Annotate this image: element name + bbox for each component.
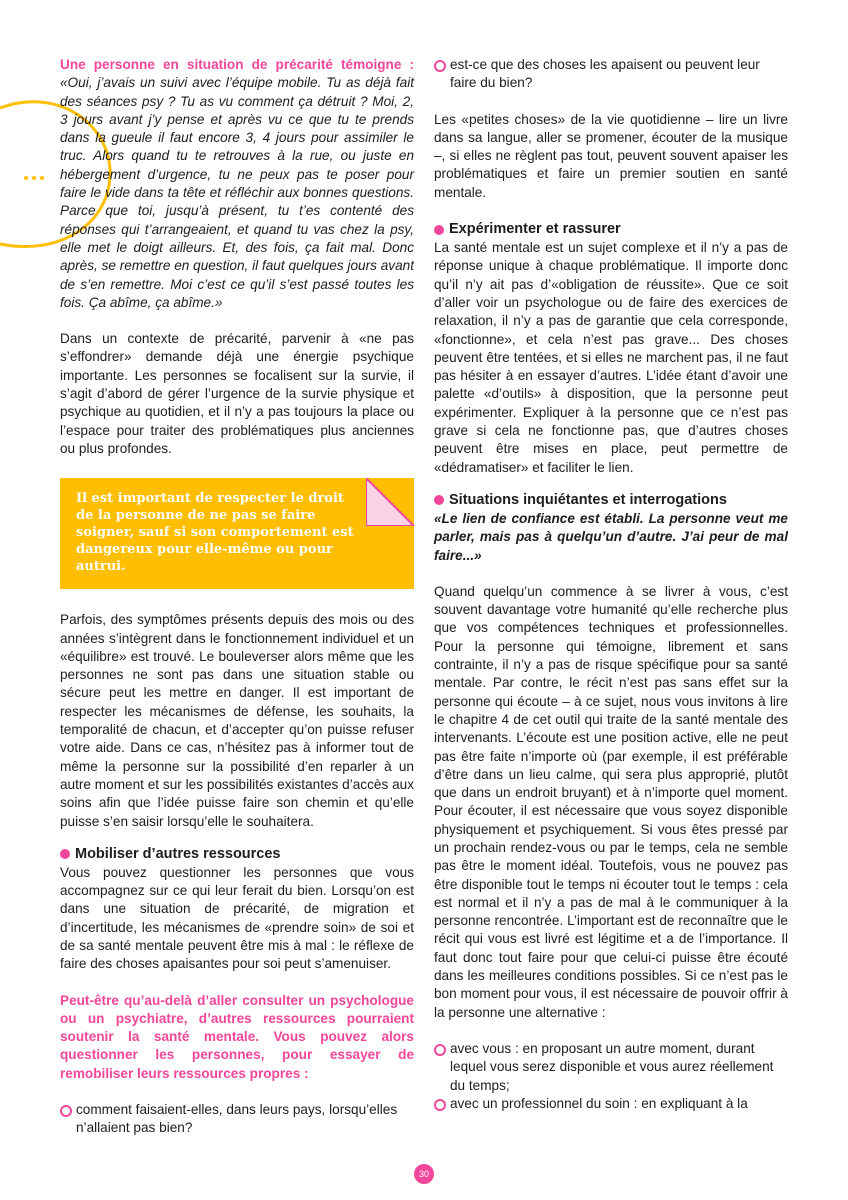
list-item <box>434 1095 788 1113</box>
heading-resources-label: Mobiliser d’autres ressources <box>75 845 281 862</box>
ring-bullet-icon <box>434 1044 446 1056</box>
heading-resources <box>60 845 414 864</box>
left-column <box>60 56 414 1138</box>
page-number: 30 <box>414 1164 434 1184</box>
list-item <box>60 1101 414 1138</box>
ring-bullet-icon <box>60 1105 72 1117</box>
heading-situations <box>434 491 788 510</box>
heading-situations-label: Situations inquiétantes et interrogations <box>449 491 727 508</box>
pink-dot-icon <box>434 225 444 235</box>
heading-experiment <box>434 220 788 239</box>
paragraph-precarity: Dans un contexte de précarité, parvenir à «ne pas s’effondrer» demande déjà une énergie psychique importante. Les personnes se focalisent sur la survie, il s’agit d’abord de gérer l’urgence de la survie physique et psychique au quotidien, et il n’y a pas toujours la place ou l’espace pour traiter des problématiques plus anciennes ou plus profondes. <box>60 331 414 456</box>
ring-bullet-icon <box>434 60 446 72</box>
testimony-text: «Oui, j’avais un suivi avec l’équipe mobile. Tu as déjà fait des séances psy ? Tu as vu comment ça détruit ? Moi, 2, 3 jours avant j’y pense et après vu ce que tu te prends dans la gueule il faut encore 3, 4 jours pour assimiler le truc. Alors quand tu te retrouves à la rue, ou juste en hébergement d’urgence, tu ne peux pas te poser pour faire le vide dans ta tête et réfléchir aux bonnes questions. Parce que toi, jusqu’à présent, tu t’es contenté des réponses qui t’arrangeaient, et quand tu vas chez la psy, elle met le doigt ailleurs. Et, des fois, ça fait mal. Donc après, se remettre en question, il faut quelques jours avant de s’en remettre. Moi c’est ce qu’il s’est passé toutes les fois. Ça abîme, ça abîme.» <box>60 75 414 310</box>
paragraph-small-things: Les «petites choses» de la vie quotidienne – lire un livre dans sa langue, aller se promener, écouter de la musique –, si elles ne règlent pas tout, peuvent souvent apaiser les problématiques et faire un premier soutien en santé mentale. <box>434 111 788 200</box>
paragraph-experiment: La santé mentale est un sujet complexe et il n’y a pas de réponse unique à chaque problématique. Il importe donc qu’il n’y ait pas d’«obligation de réussite». Que ce soit d’aller voir un psychologue ou de faire des exercices de relaxation, il n’y a pas de garantie que cela corresponde, «fonctionne», et cela n’est pas grave... Des choses peuvent être tentées, et si elles ne marchent pas, il ne faut pas hésiter à en essayer d’autres. L’idée étant d’avoir une palette «d’outils» à disposition, que la personne peut expérimenter. Expliquer à la personne que ce n’est pas grave si cela ne fonctionne pas, que d’autres choses peuvent être mises en place, peut permettre de «dédramatiser» et faciliter le lien. <box>434 240 788 475</box>
heading-experiment-label: Expérimenter et rassurer <box>449 221 621 238</box>
list-item-text: avec vous : en proposant un autre moment, durant lequel vous serez disponible et vous aurez réellement du temps; <box>450 1040 774 1093</box>
ring-bullet-icon <box>434 1099 446 1111</box>
list-item-text: comment faisaient-elles, dans leurs pays, lorsqu’elles n’allaient pas bien? <box>76 1102 398 1136</box>
testimony-quote <box>60 56 414 312</box>
callout-box <box>60 478 414 589</box>
paragraph-listening: Quand quelqu’un commence à se livrer à vous, c’est souvent davantage votre humanité qu’elle recherche plus que vos compétences techniques et professionnelles. Pour la personne qui témoigne, librement et sans contrainte, il n’y a pas de risque spécifique pour sa santé mentale. Par contre, le récit n’est pas sans effet sur la personne qui écoute – à ce sujet, nous vous invitons à lire le chapitre 4 de cet outil qui traite de la santé mentale des intervenants. L’écoute est une position active, elle ne peut pas être faite n’importe où (par exemple, il est préférable d’être dans un lieu calme, qui sera plus approprié, plutôt que dans un endroit bruyant) et à n’importe quel moment. Pour écouter, il est nécessaire que vous soyez disponible physiquement et psychiquement. Si vous êtes pressé par un prochain rendez-vous ou par le temps, cela ne semble pas être le moment idéal. Toutefois, vous ne pouvez pas être disponible tout le temps ni écouter tout le temps : cela est normal et il n’y a pas de mal à le communiquer à la personne rencontrée. L’important est de reconnaître que le récit qui vous est livré est légitime et a de l’importance. Il faut donc tout faire pour que celui-ci puisse être écouté dans les meilleures conditions possibles. Si ce n’est pas le bon moment pour vous, il est nécessaire de pouvoir offrir à la personne une alternative : <box>434 583 788 1020</box>
callout-text: Il est important de respecter le droit de la personne de ne pas se faire soigner, sauf si son comportement est dangereux pour elle-même ou pour autrui. <box>76 491 354 575</box>
list-item-text: est-ce que des choses les apaisent ou peuvent leur faire du bien? <box>450 57 760 91</box>
testimony-intro: Une personne en situation de précarité témoigne : <box>60 57 414 72</box>
list-item-text: avec un professionnel du soin : en expliquant à la <box>450 1095 748 1111</box>
paragraph-pink: Peut-être qu’au-delà d’aller consulter un psychologue ou un psychiatre, d’autres ressources pourraient soutenir la santé mentale. Vous pouvez alors questionner les personnes, pour essayer de remobiliser leurs ressources propres : <box>60 992 414 1081</box>
list-item <box>434 1040 788 1095</box>
right-column <box>434 56 788 1113</box>
pink-dot-icon <box>60 849 70 859</box>
list-item <box>434 56 788 93</box>
paragraph-symptoms: Parfois, des symptômes présents depuis des mois ou des années s’intègrent dans le fonctionnement individuel et un «équilibre» est trouvé. Le bouleverser alors même que les personnes ne sont pas dans une situation stable ou sécure peut les mettre en danger. Il est important de respecter les mécanismes de défense, les souhaits, la temporalité de chacun, et d’accepter qu’on puisse refuser votre aide. Dans ce cas, n’hésitez pas à informer tout de même la personne sur la possibilité d’en reparler à un autre moment et sur les possibilités existantes d’accès aux soins afin que l’idée puisse faire son chemin et qu’elle puisse s’en saisir lorsqu’elle le souhaitera. <box>60 612 414 829</box>
pink-dot-icon <box>434 495 444 505</box>
folded-corner-icon <box>366 478 414 526</box>
quote-trust: «Le lien de confiance est établi. La personne veut me parler, mais pas à quelqu’un d’autre. J’ai peur de mal faire...» <box>434 510 788 563</box>
paragraph-question: Vous pouvez questionner les personnes que vous accompagnez sur ce qui leur ferait du bien. Lorsqu’on est dans une situation de précarité, de migration et d’incertitude, les mécanismes de «prendre soin» de soi et de sa santé mentale peuvent être mis à mal : le réflexe de faire des choses apaisantes pour soi peut s’amenuiser. <box>60 864 414 972</box>
